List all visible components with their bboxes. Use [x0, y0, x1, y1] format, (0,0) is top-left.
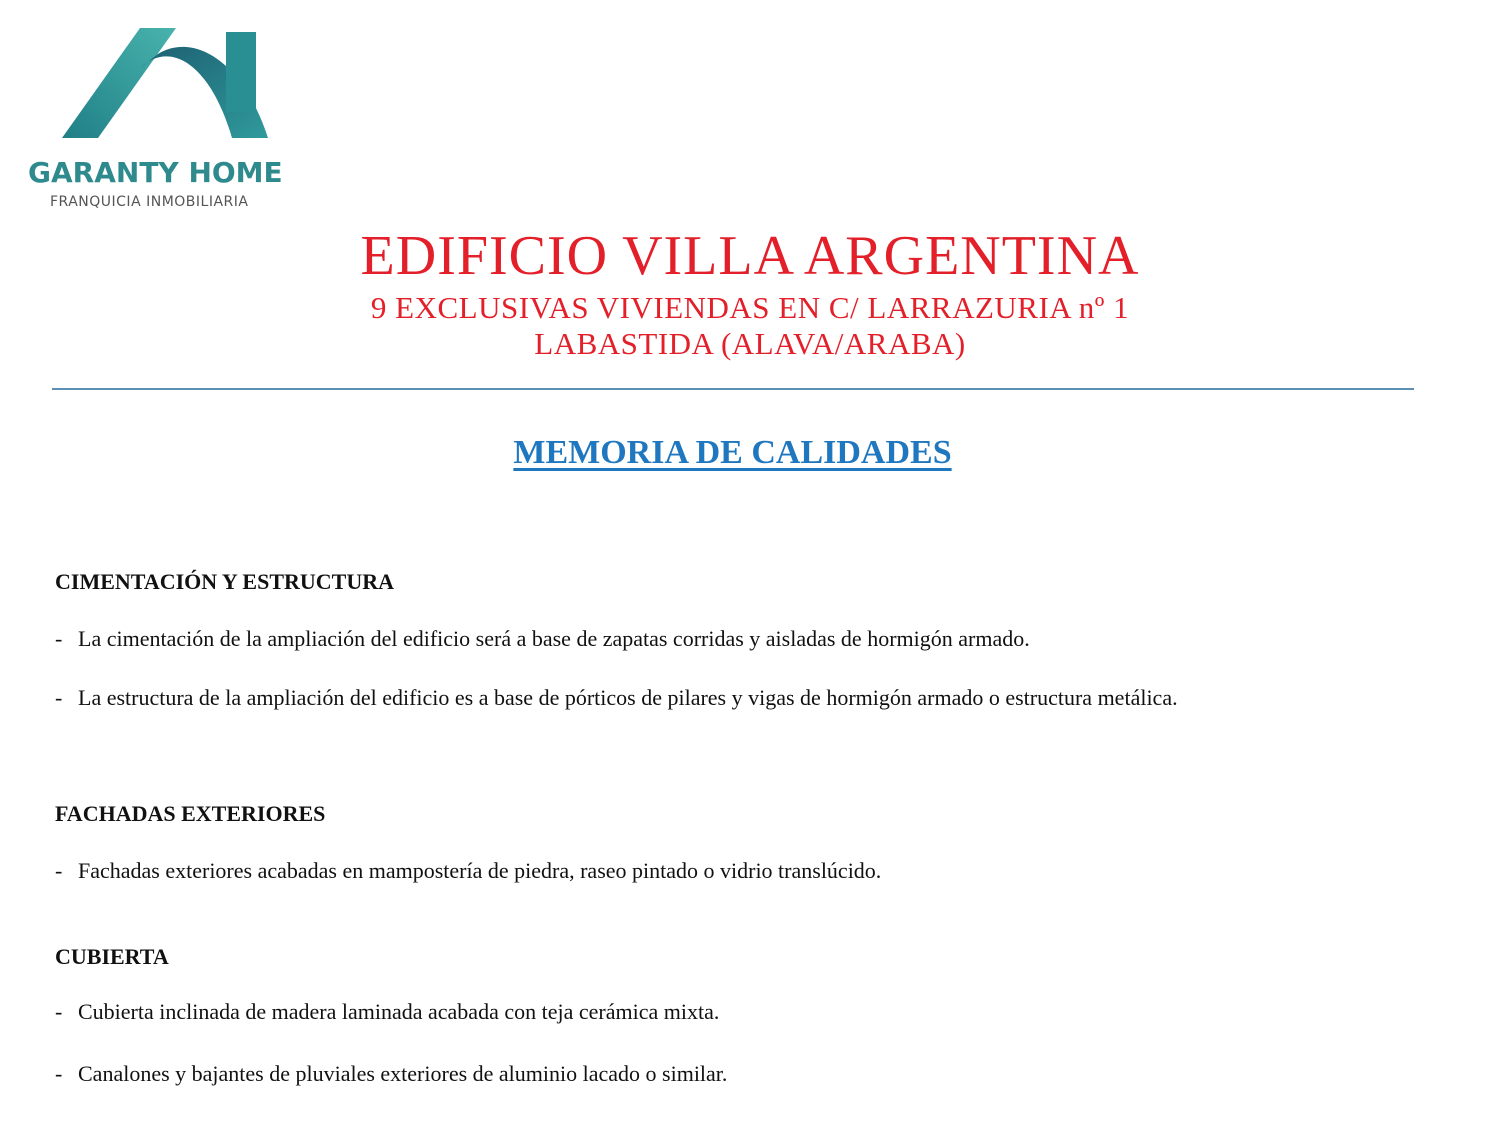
section-title: CUBIERTA [55, 944, 169, 969]
list-item [55, 1058, 1378, 1089]
brand-name: GARANTY HOME [28, 156, 283, 189]
item-text: La cimentación de la ampliación del edificio será a base de zapatas corridas y aisladas de hormigón armado. [78, 626, 1030, 651]
company-logo [28, 28, 318, 218]
bullet: - [55, 858, 63, 883]
section-fachadas [55, 800, 1375, 883]
section-title: CIMENTACIÓN Y ESTRUCTURA [55, 569, 394, 594]
address-line-2: LABASTIDA (ALAVA/ARABA) [534, 326, 966, 361]
list-item [55, 855, 1378, 886]
list-item [55, 623, 1378, 654]
bullet: - [55, 999, 63, 1024]
brand-tagline: FRANQUICIA INMOBILIARIA [50, 194, 249, 210]
section-cimentacion [55, 568, 1375, 710]
document-header [0, 222, 1500, 362]
address-line-1: 9 EXCLUSIVAS VIVIENDAS EN C/ LARRAZURIA nº 1 [370, 290, 1130, 325]
house-roof-logo-icon [62, 28, 272, 140]
section-cubierta [55, 943, 1375, 1086]
item-text: Cubierta inclinada de madera laminada acabada con teja cerámica mixta. [78, 999, 720, 1024]
bullet: - [55, 685, 63, 710]
bullet: - [55, 626, 63, 651]
building-title: EDIFICIO VILLA ARGENTINA [360, 225, 1140, 287]
header-divider [52, 388, 1414, 390]
list-item [55, 682, 1378, 713]
document-heading: MEMORIA DE CALIDADES [513, 434, 952, 471]
item-text: Fachadas exteriores acabadas en mampostería de piedra, raseo pintado o vidrio translúcido. [78, 858, 882, 883]
section-title: FACHADAS EXTERIORES [55, 801, 326, 826]
item-text: Canalones y bajantes de pluviales exteriores de aluminio lacado o similar. [78, 1061, 728, 1086]
bullet: - [55, 1061, 63, 1086]
item-text: La estructura de la ampliación del edificio es a base de pórticos de pilares y vigas de hormigón armado o estructura metálica. [78, 685, 1178, 710]
list-item [55, 996, 1378, 1027]
